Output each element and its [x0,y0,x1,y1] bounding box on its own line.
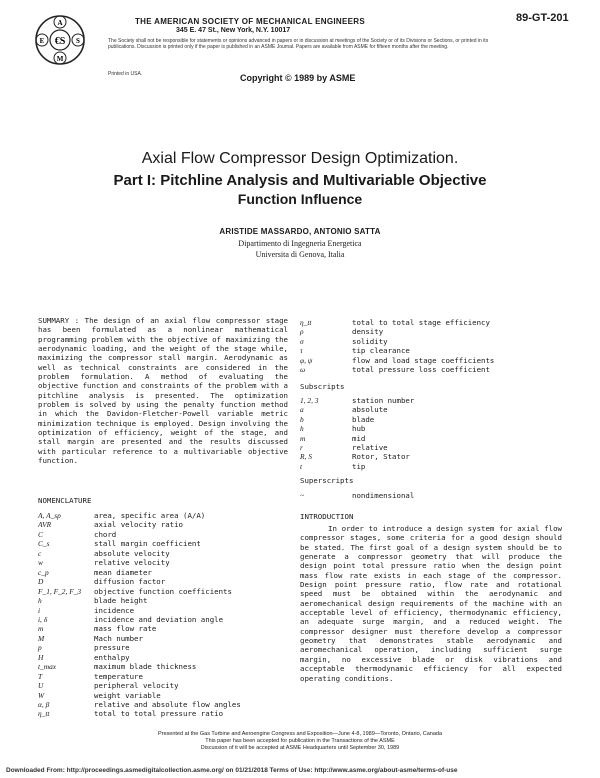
authors: ARISTIDE MASSARDO, ANTONIO SATTA [219,227,381,236]
nomenclature-symbol: AVR [38,520,52,530]
nomenclature-symbol: t_max [38,662,57,672]
nomenclature-symbol: F_1, F_2, F_3 [38,586,82,596]
subscript-symbol: t [300,461,303,471]
nomenclature-description: pressure [94,643,130,653]
nomenclature-symbol: w [38,558,43,568]
footer-note [0,731,600,752]
greek-symbol-description: density [352,327,384,337]
nomenclature-description: incidence [94,605,135,615]
nomenclature-symbol: η_tt [38,709,50,719]
greek-symbol-description: total pressure loss coefficient [352,365,490,374]
greek-symbol-description: solidity [352,336,388,346]
title-line-2: Part I: Pitchline Analysis and Multivariable Objective [113,172,487,189]
footer-line-3: Discussion of it will be accepted at ASME Headquarters until September 30, 1989 [200,745,400,751]
nomenclature-heading: NOMENCLATURE [38,496,92,505]
nomenclature-symbol: A, A_sp [38,511,61,520]
greek-symbol-symbol: τ [300,346,303,356]
subscript-description: tip [352,461,366,471]
introduction-paragraph: In order to introduce a design system for axial flow compressor stages, some criteria for a good design should be stated. The first goal of a design system should be to generate a compressor geometry that will produce the design point total pressure ratio when the design point mass flow rate exists in each stage of the compressor. Design point pressure ratio, flow rate and rotational speed must be obtained within the aerodynamic and aeromechanical design requirements of the machine with an acceptable level of efficiency, thermodynamic efficiency, an adequate surge margin, and a reduced weight. The compressor designer must therefore develop a compressor geometry that demonstrates stable aerodynamic and aeromechanical operation, including sufficient surge margin, no excessive blade or disk vibrations and acceptable thermodynamic efficiency for all expected operating conditions. [300,524,562,683]
nomenclature-symbol: U [38,681,44,691]
paper-number: 89-GT-201 [516,12,569,24]
subscript-symbol: h [300,424,304,434]
nomenclature-description: objective function coefficients [94,586,232,596]
nomenclature-symbol: M [38,633,45,643]
nomenclature-symbol: i, δ [38,614,48,624]
greek-symbol-description: flow and load stage coefficients [352,355,495,365]
svg-text:€S: €S [54,36,66,47]
superscript-description: nondimensional [352,491,415,500]
nomenclature-description: mean diameter [94,567,152,577]
footer-line-1: Presented at the Gas Turbine and Aeroengine Congress and Exposition—June 4-8, 1989—Toronto, Ontario, Canada [157,731,443,737]
nomenclature-description: incidence and deviation angle [94,614,224,624]
subscript-description: relative [352,443,388,452]
nomenclature-description: peripheral velocity [94,681,179,691]
nomenclature-description: maximum blade thickness [94,662,197,672]
nomenclature-description: total to total pressure ratio [94,709,224,719]
society-address: 345 E. 47 St., New York, N.Y. 10017 [176,27,291,34]
greek-symbol-symbol: η_tt [300,318,312,327]
society-name: THE AMERICAN SOCIETY OF MECHANICAL ENGINEERS [135,17,365,26]
superscript-symbol: ~ [300,491,304,500]
svg-text:A: A [57,19,63,27]
nomenclature-description: area, specific area (A/A) [94,511,206,520]
nomenclature-description: temperature [94,671,143,681]
download-notice-link[interactable]: Downloaded From: http://proceedings.asmedigitalcollection.asme.org/ on 01/21/2018 Terms of Use: http://www.asme.org/about-asme/terms-of-use [6,767,458,774]
asme-seal-logo [34,14,86,66]
nomenclature-symbol: W [38,690,45,700]
nomenclature-symbol: c_p [38,567,49,577]
subscript-symbol: 1, 2, 3 [300,396,319,405]
affiliation-dept: Dipartimento di Ingegneria Energetica [238,239,362,248]
nomenclature-symbol: h [38,596,42,606]
greek-symbol-symbol: ω [300,365,306,374]
subscript-description: absolute [352,405,388,415]
title-line-1: Axial Flow Compressor Design Optimization. [141,150,459,167]
subscript-symbol: b [300,414,304,424]
subscript-symbol: r [300,443,303,452]
nomenclature-description: relative and absolute flow angles [94,700,241,709]
subscript-description: blade [352,414,375,424]
subscript-description: station number [352,396,415,405]
subscript-symbol: R, S [300,452,312,462]
subscript-description: Rotor, Stator [352,452,410,462]
summary-paragraph: SUMMARY : The design of an axial flow compressor stage has been formulated as a nonlinear mathematical programming problem with the objective of maximizing the aerodynamic loading, and the weight of the stage while, maximizing the compressor stall margin. Aerodynamic as well as technical constraints are considered in the problem formulation. A method of evaluating the objective function and constraints of the problem with a pitchline analysis is presented. The optimization problem is solved by using the penalty function method in which the Davidon-Fletcher-Powell variable metric minimization technique is employed. Design involving the optimization of efficiency, weight of the stage, and stall margin are presented and the results discussed with particular reference to a multivariable objective function. [38,316,288,466]
subscript-symbol: m [300,433,306,443]
nomenclature-description: relative velocity [94,558,170,568]
nomenclature-description: blade height [94,596,148,606]
superscripts-heading: Superscripts [300,476,354,485]
nomenclature-description: absolute velocity [94,548,170,558]
nomenclature-symbol: D [38,577,44,587]
nomenclature-symbol: p [38,643,42,653]
greek-symbol-symbol: φ, ψ [300,355,313,365]
subscripts-heading: Subscripts [300,382,345,391]
nomenclature-symbol: C_s [38,539,50,549]
svg-text:E: E [39,37,45,45]
nomenclature-description: diffusion factor [94,577,166,587]
nomenclature-symbol: C [38,529,43,539]
nomenclature-symbol: i [38,605,41,615]
greek-symbol-description: tip clearance [352,346,410,356]
svg-text:M: M [56,55,64,63]
introduction-heading: INTRODUCTION [300,512,354,521]
nomenclature-description: stall margin coefficient [94,539,201,549]
nomenclature-description: mass flow rate [94,624,157,634]
nomenclature-description: Mach number [94,633,143,643]
greek-symbol-symbol: σ [300,336,304,346]
nomenclature-symbol: H [38,652,44,662]
svg-text:S: S [76,37,80,45]
nomenclature-symbol: α, β [38,700,50,709]
footer-line-2: This paper has been accepted for publication in the Transactions of the ASME [205,738,395,744]
subscript-symbol: a [300,405,304,415]
nomenclature-description: axial velocity ratio [94,520,183,530]
subscript-description: hub [352,424,366,434]
nomenclature-description: chord [94,529,117,539]
copyright: Copyright © 1989 by ASME [240,73,356,83]
nomenclature-description: weight variable [94,690,161,700]
nomenclature-description: enthalpy [94,652,130,662]
greek-symbol-symbol: ρ [300,327,304,337]
nomenclature-symbol: T [38,671,43,681]
nomenclature-symbol: c [38,548,42,558]
greek-symbol-description: total to total stage efficiency [352,318,490,327]
printed-in: Printed in USA. [108,71,143,77]
affiliation-university: Universita di Genova, Italia [255,250,345,259]
subscript-description: mid [352,433,366,443]
title-line-3: Function Influence [237,191,363,207]
header-notice: The Society shall not be responsible for statements or opinions advanced in papers or in discussion at meetings of the Society or of its Divisions or Sections, or printed in its publications. Discussion is printed only if the paper is published in an ASME Journal. Papers are available from ASME for fifteen months after the meeting. [108,38,489,51]
nomenclature-symbol: m [38,624,44,634]
